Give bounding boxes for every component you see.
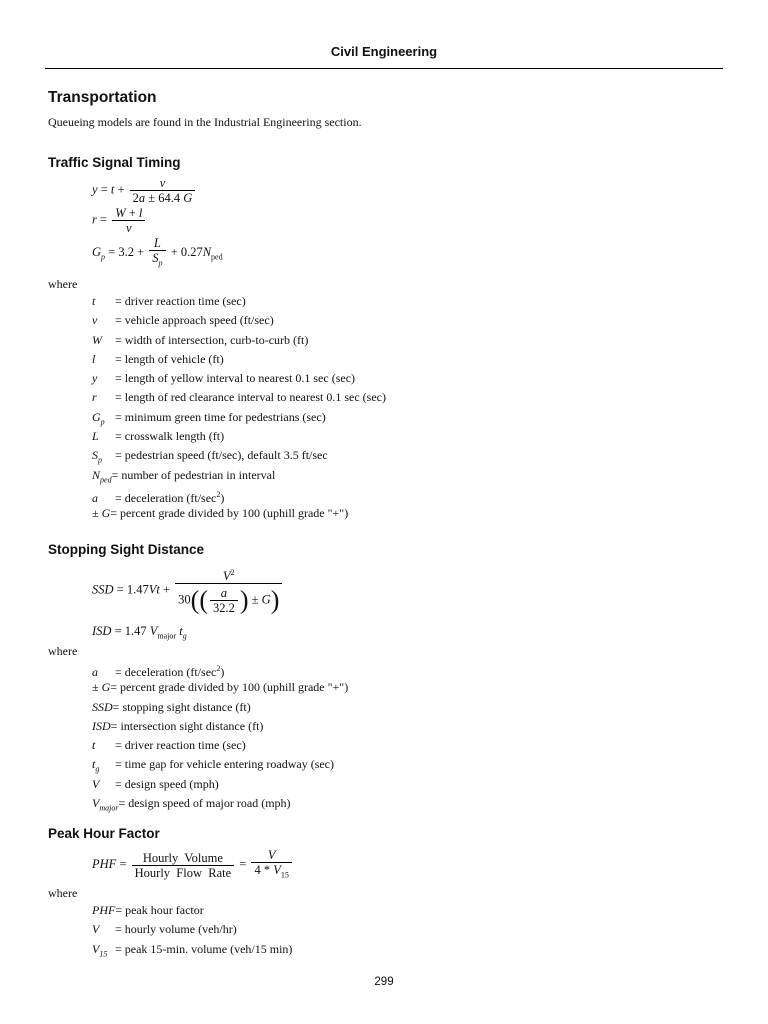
definition-text: = vehicle approach speed (ft/sec) — [115, 313, 274, 328]
definition-item — [92, 901, 292, 920]
equation-red-clearance: r = $\frac{W + l}{v}$ — [92, 206, 147, 235]
definition-text: = width of intersection, curb-to-curb (ft) — [115, 332, 309, 347]
phf-denominator: Hourly Flow Rate — [132, 865, 235, 880]
definition-text: = percent grade divided by 100 (uphill grade "+") — [110, 506, 349, 521]
phf-numerator: Hourly Volume — [142, 850, 223, 865]
definition-text: = intersection sight distance (ft) — [110, 718, 264, 733]
page-number: 299 — [374, 976, 394, 988]
definition-item — [92, 466, 386, 485]
definition-symbol: a — [92, 665, 98, 679]
definition-text: = length of yellow interval to nearest 0.1 sec (sec) — [115, 371, 356, 386]
definition-item — [92, 678, 348, 697]
definition-item — [92, 369, 386, 388]
phf-title: Peak Hour Factor — [48, 826, 160, 841]
definition-symbol: SSD — [92, 699, 113, 714]
definition-symbol: $S_p$ — [92, 448, 102, 465]
definition-item — [92, 920, 292, 939]
definition-item — [92, 940, 292, 959]
section-intro: Queueing models are found in the Industrial Engineering section. — [48, 115, 362, 129]
definition-item — [92, 446, 386, 465]
equation-isd: ISD = 1.47 $V_{major}$ $t_g$ — [92, 624, 187, 641]
header-rule — [45, 68, 723, 69]
definition-symbol: $N_{ped}$ — [92, 467, 112, 485]
definition-symbol: W — [92, 332, 102, 347]
definition-text: = deceleration $(ft/\sec^2)$ — [115, 664, 225, 679]
definition-symbol: a — [92, 490, 98, 505]
definition-text: = deceleration $(ft/\sec^2)$ — [115, 489, 225, 505]
definition-text: = percent grade divided by 100 (uphill grade "+") — [110, 680, 349, 695]
definition-item — [92, 717, 348, 736]
definition-text: = hourly volume (veh/hr) — [115, 922, 237, 937]
definition-text: = design speed of major road (mph) — [118, 796, 291, 811]
signal-title: Traffic Signal Timing — [48, 155, 181, 170]
definition-text: = driver reaction time (sec) — [115, 738, 246, 753]
definition-text: = peak hour factor — [115, 903, 204, 917]
definition-text: = time gap for vehicle entering roadway (sec) — [115, 757, 335, 772]
definition-symbol: r — [92, 390, 97, 405]
ssd-definition-list — [92, 659, 348, 813]
definition-symbol: y — [92, 371, 98, 386]
phf-where: where — [48, 886, 78, 900]
definition-symbol: $t_g$ — [92, 757, 100, 774]
definition-item — [92, 698, 348, 717]
equation-phf: PHF = $\frac{\text{Hourly Volume}}{\text{Hourly Flow Rate}}$ = $\frac{V}{4 * V_{15}}$ — [92, 848, 294, 883]
definition-symbol: ± G — [92, 680, 111, 695]
ssd-title: Stopping Sight Distance — [48, 542, 205, 557]
definition-item — [92, 388, 386, 407]
definition-item — [92, 794, 348, 813]
definition-item — [92, 755, 348, 774]
equation-ssd: SSD = 1.47Vt + $V^2$ 30(( $\frac{a}{32.2}$ ) ± G) — [92, 566, 284, 615]
definition-item — [92, 659, 348, 678]
definition-item — [92, 427, 386, 446]
definition-symbol: v — [92, 313, 98, 328]
definition-symbol: L — [92, 429, 99, 444]
definition-text: = length of vehicle (ft) — [115, 351, 224, 366]
equation-pedestrian-green: $G_p = 3.2$ + $\frac{L}{S_p}$ + $0.27N_{ped}$ — [92, 236, 223, 271]
running-header: Civil Engineering — [330, 44, 438, 59]
definition-text: = peak 15-min. volume (veh/15 min) — [115, 941, 293, 956]
definition-text: = design speed (mph) — [115, 776, 219, 791]
definition-item — [92, 292, 386, 311]
definition-text: = minimum green time for pedestrians (sec) — [115, 409, 326, 424]
definition-text: = driver reaction time (sec) — [115, 294, 246, 308]
definition-symbol: $G_p$ — [92, 409, 105, 427]
definition-symbol: ISD — [92, 718, 111, 733]
definition-item — [92, 408, 386, 427]
definition-symbol: $V_{15}$ — [92, 941, 108, 958]
definition-text: = number of pedestrian in interval — [111, 467, 276, 482]
signal-where: where — [48, 277, 78, 291]
section-title: Transportation — [48, 89, 157, 106]
definition-text: = stopping sight distance (ft) — [112, 699, 251, 714]
definition-symbol: V — [92, 922, 100, 937]
signal-definition-list — [92, 292, 386, 524]
definition-item — [92, 350, 386, 369]
definition-symbol: t — [92, 294, 96, 308]
definition-symbol: V — [92, 776, 100, 791]
definition-item — [92, 485, 386, 504]
ssd-where: where — [48, 644, 78, 658]
definition-symbol: l — [92, 351, 96, 366]
definition-item — [92, 775, 348, 794]
phf-definition-list — [92, 901, 292, 959]
equation-yellow-interval: y = t + $\frac{v}{2a \pm 64.4 G}$ — [92, 176, 197, 205]
definition-symbol: ± G — [92, 506, 111, 521]
definition-item — [92, 736, 348, 755]
definition-text: = length of red clearance interval to nearest 0.1 sec (sec) — [115, 390, 386, 405]
definition-text: = pedestrian speed (ft/sec), default 3.5 ft/sec — [115, 448, 328, 463]
definition-item — [92, 311, 386, 330]
definition-symbol: t — [92, 738, 96, 753]
definition-item — [92, 331, 386, 350]
definition-item — [92, 504, 386, 523]
definition-text: = crosswalk length (ft) — [115, 429, 225, 444]
definition-symbol: PHF — [92, 903, 116, 917]
definition-symbol: $V_{major}$ — [92, 796, 119, 813]
